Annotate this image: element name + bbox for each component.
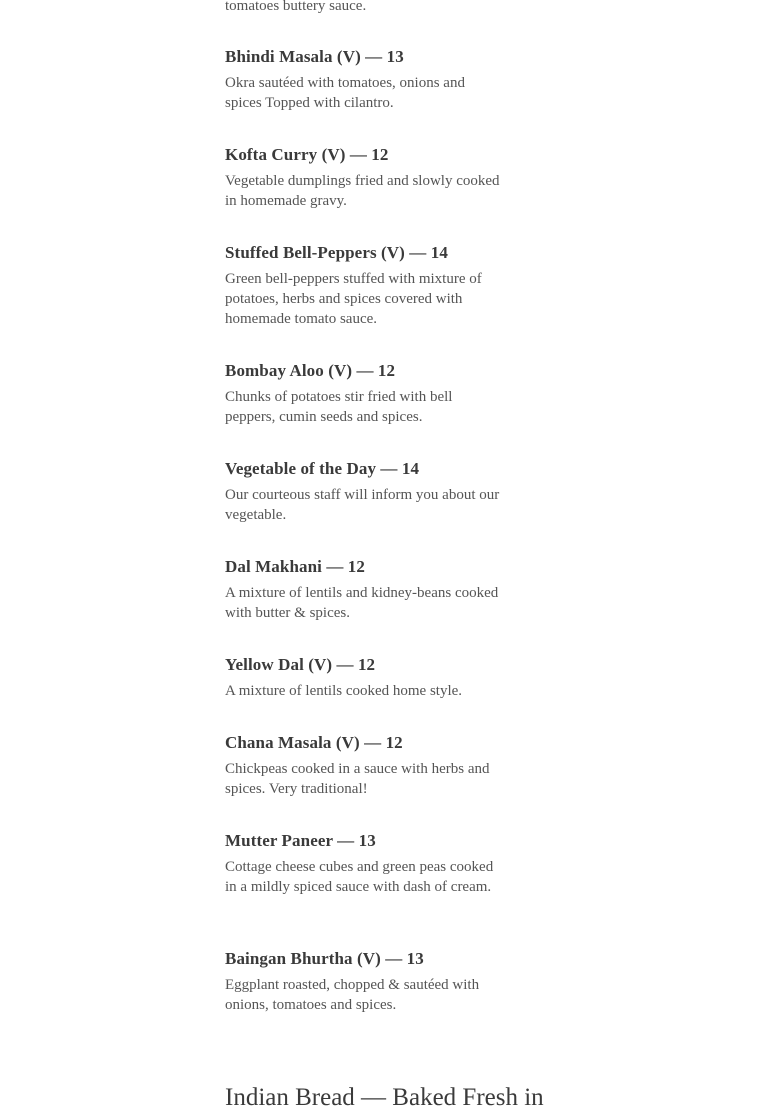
menu-item-title: Vegetable of the Day — 14	[225, 459, 420, 478]
menu-item-description: Vegetable dumplings fried and slowly cooked in homemade gravy.	[225, 173, 500, 209]
menu-item-description: A mixture of lentils and kidney-beans cooked with butter & spices.	[225, 585, 499, 621]
menu-item-mutter-paneer	[225, 830, 515, 897]
menu-item-bombay-aloo	[225, 360, 515, 427]
menu-item-description: Cottage cheese cubes and green peas cooked in a mildly spiced sauce with dash of cream.	[225, 859, 494, 895]
menu-item-title: Mutter Paneer — 13	[225, 831, 376, 850]
menu-item-description: Our courteous staff will inform you about our vegetable.	[225, 487, 500, 523]
menu-item-baingan-bhurtha	[225, 948, 515, 1015]
menu-item-title: Kofta Curry (V) — 12	[225, 145, 389, 164]
menu-item-stuffed-bell-peppers	[225, 242, 515, 329]
menu-item-description: Okra sautéed with tomatoes, onions and spices Topped with cilantro.	[225, 75, 465, 111]
menu-item-dal-makhani	[225, 556, 515, 623]
section-heading-indian-bread: Indian Bread — Baked Fresh in	[225, 1084, 544, 1111]
menu-item-description: Chickpeas cooked in a sauce with herbs and spices. Very traditional!	[225, 761, 490, 797]
menu-item-title: Bombay Aloo (V) — 12	[225, 361, 396, 380]
menu-item-title: Chana Masala (V) — 12	[225, 733, 403, 752]
menu-item-kofta-curry	[225, 144, 515, 211]
menu-item-bhindi-masala	[225, 46, 515, 113]
menu-item-title: Yellow Dal (V) — 12	[225, 655, 376, 674]
previous-item-description-tail: tomatoes buttery sauce.	[225, 0, 367, 14]
menu-item-vegetable-of-the-day	[225, 458, 515, 525]
menu-item-title: Bhindi Masala (V) — 13	[225, 47, 404, 66]
menu-item-description: Green bell-peppers stuffed with mixture of potatoes, herbs and spices covered with homemade tomato sauce.	[225, 271, 482, 327]
menu-item-title: Dal Makhani — 12	[225, 557, 365, 576]
menu-item-description: A mixture of lentils cooked home style.	[225, 683, 463, 699]
menu-item-chana-masala	[225, 732, 515, 799]
menu-item-description: Eggplant roasted, chopped & sautéed with onions, tomatoes and spices.	[225, 977, 480, 1013]
menu-item-title: Baingan Bhurtha (V) — 13	[225, 949, 424, 968]
menu-item-description: Chunks of potatoes stir fried with bell peppers, cumin seeds and spices.	[225, 389, 453, 425]
menu-item-title: Stuffed Bell-Peppers (V) — 14	[225, 243, 448, 262]
menu-item-yellow-dal	[225, 654, 515, 701]
